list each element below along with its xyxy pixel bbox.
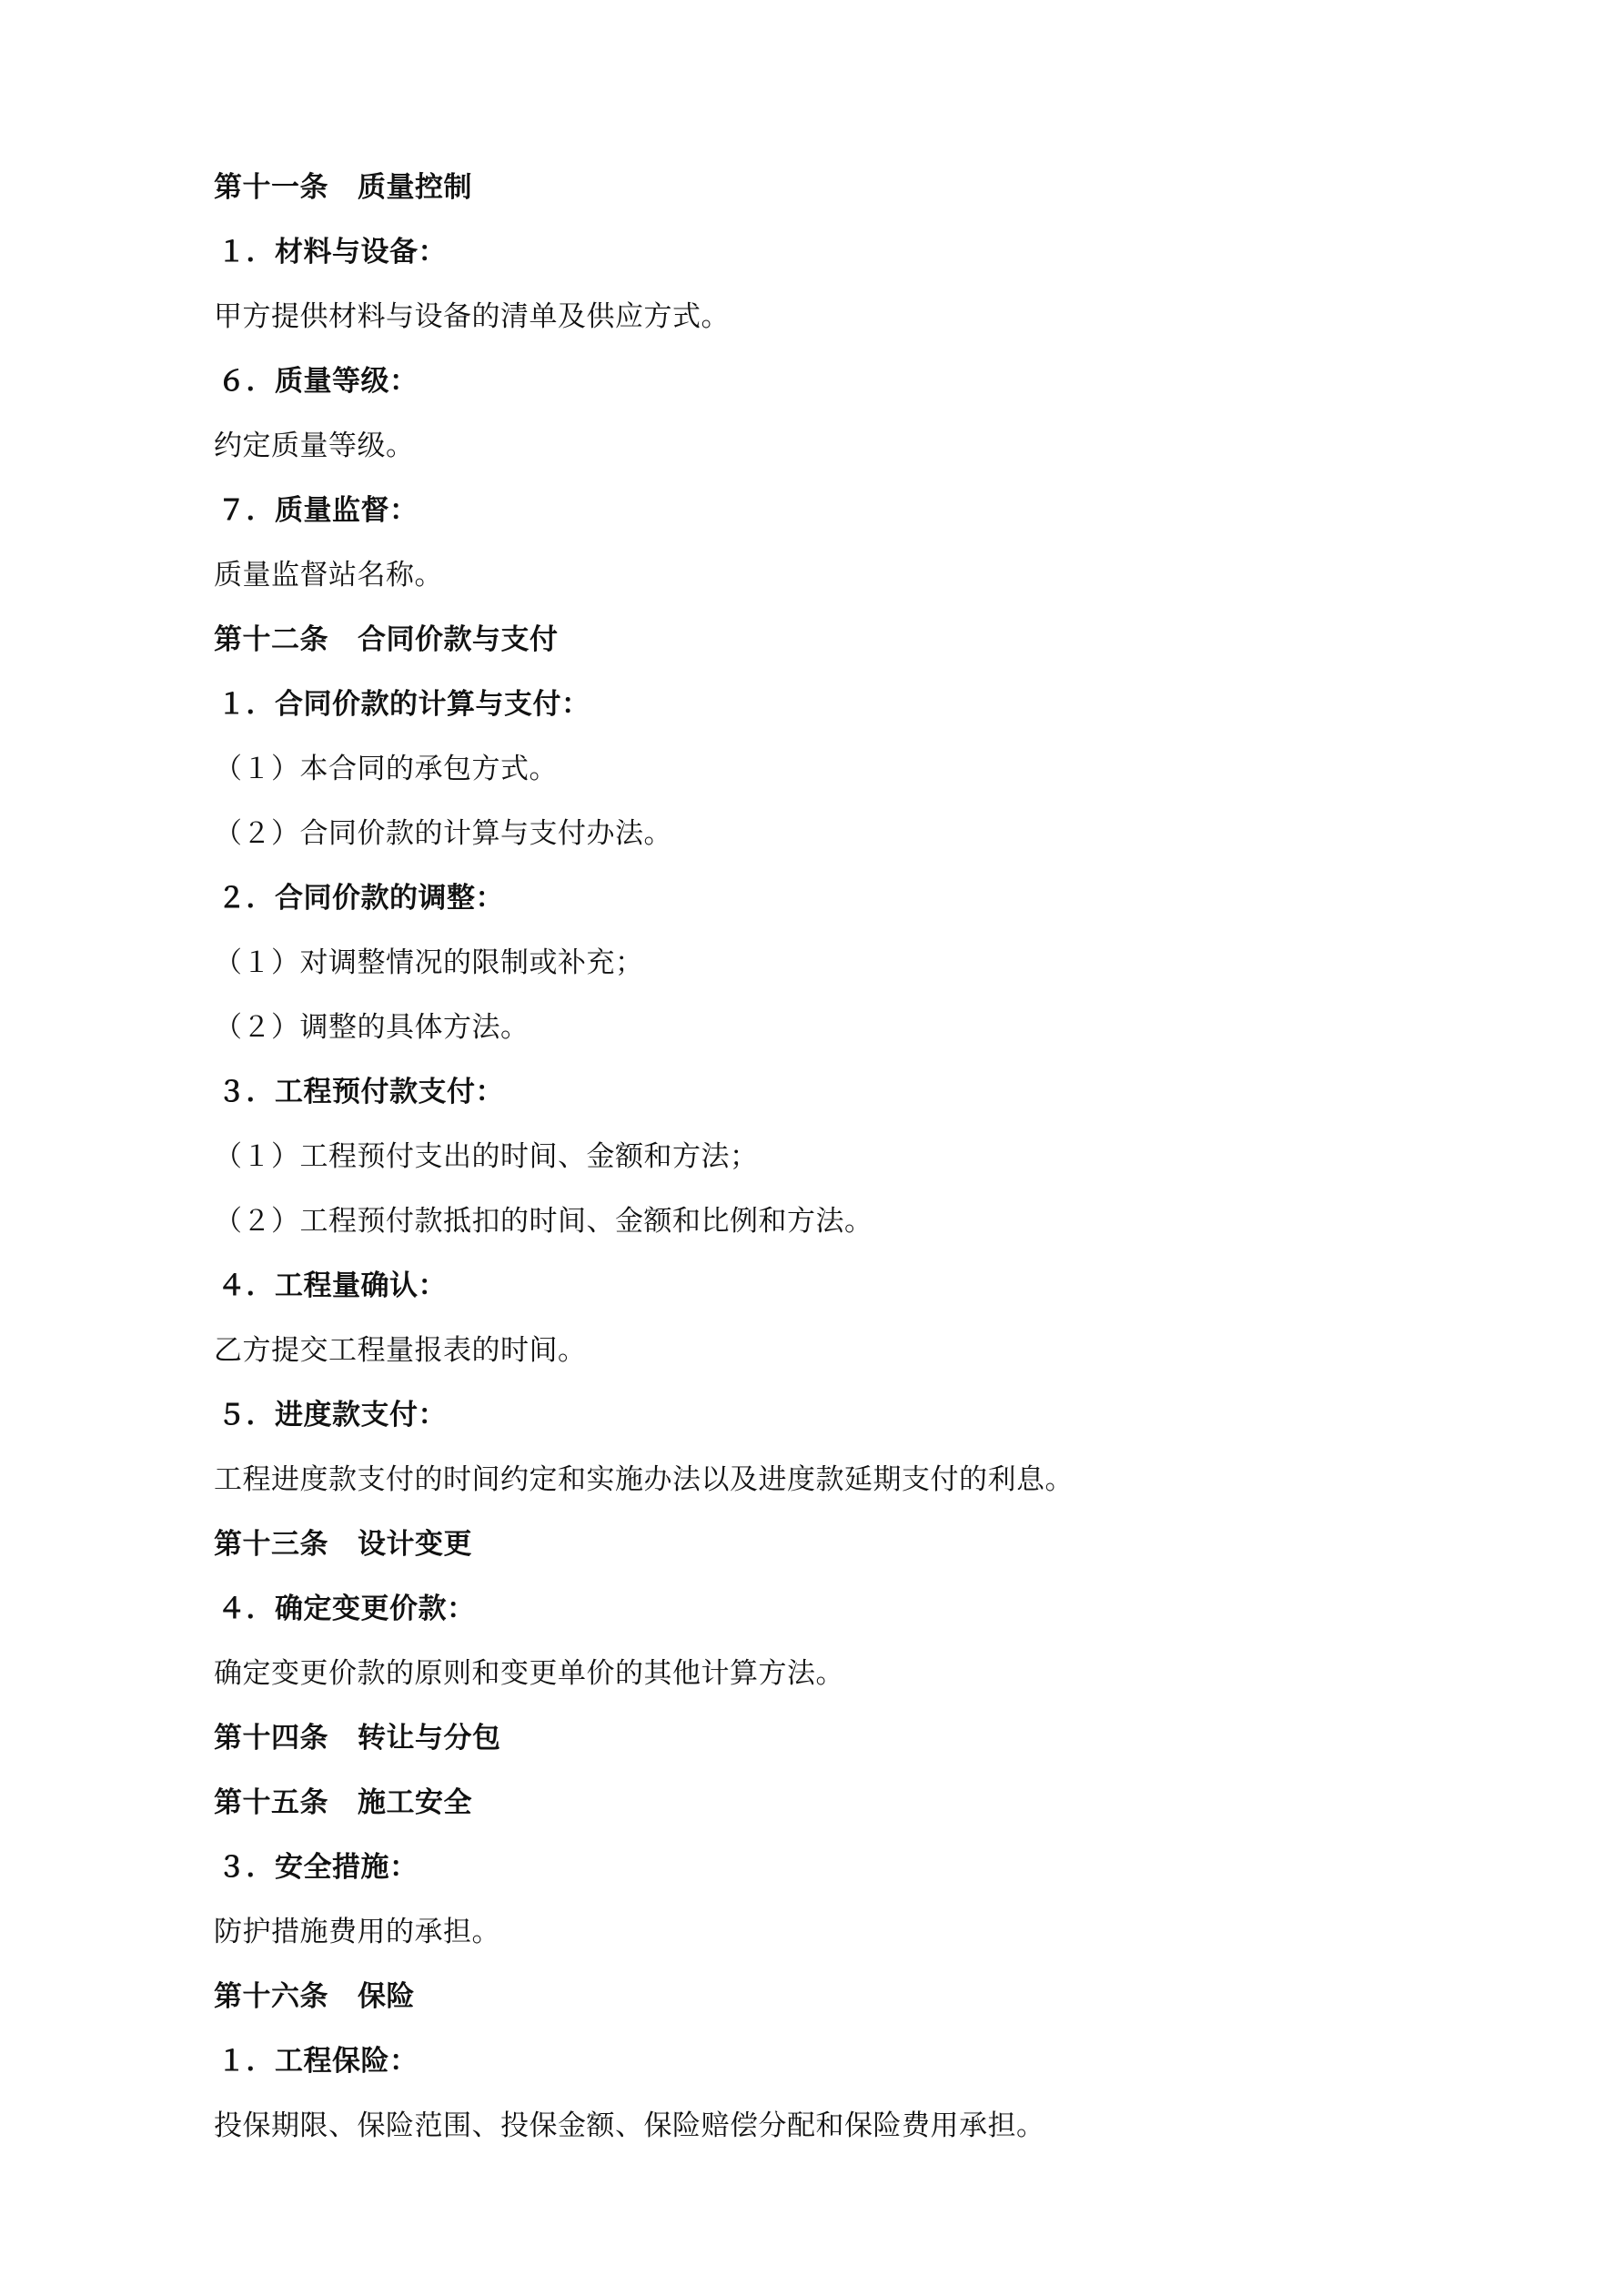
clause-text: 乙方提交工程量报表的时间。 [214,1334,587,1367]
article-heading-15 [214,1782,1415,1846]
clause-item: （２）调整的具体方法。 [214,1011,530,1044]
article-number: 第十二条 [214,623,328,656]
clause-item: （１）对调整情况的限制或补充； [214,946,644,979]
article-heading-14 [214,1717,1415,1782]
clause-item: （１）工程预付支出的时间、金额和方法； [214,1140,759,1173]
article-title: 质量控制 [358,171,472,204]
clause-item: （２）工程预付款抵扣的时间、金额和比例和方法。 [214,1205,873,1238]
article-title: 施工安全 [358,1786,472,1819]
clause-heading: １．合同价款的计算与支付： [217,688,590,721]
clause-heading: ７．质量监督： [217,494,419,527]
article-heading-16 [214,1976,1415,2040]
clause-text: 投保期限、保险范围、投保金额、保险赔偿分配和保险费用承担。 [214,2109,1045,2142]
article-number: 第十一条 [214,171,328,204]
article-title: 设计变更 [358,1528,472,1561]
clause-text: 质量监督站名称。 [214,559,443,592]
article-number: 第十四条 [214,1722,328,1755]
clause-heading: ４．工程量确认： [217,1269,447,1302]
clause-heading: １．材料与设备： [217,236,447,268]
document-page [214,167,1415,2170]
clause-text: 防护措施费用的承担。 [214,1916,500,1948]
clause-heading: ５．进度款支付： [217,1399,447,1431]
article-title: 保险 [358,1980,415,2013]
article-heading-11 [214,167,1415,231]
article-heading-13 [214,1523,1415,1588]
clause-text: 确定变更价款的原则和变更单价的其他计算方法。 [214,1657,844,1690]
clause-heading: １．工程保险： [217,2045,419,2078]
article-number: 第十三条 [214,1528,328,1561]
clause-heading: ３．安全措施： [217,1851,419,1884]
clause-text: 工程进度款支付的时间约定和实施办法以及进度款延期支付的利息。 [214,1463,1074,1496]
clause-heading: ６．质量等级： [217,365,419,398]
article-title: 转让与分包 [358,1722,501,1755]
clause-item: （２）合同价款的计算与支付办法。 [214,817,672,850]
article-number: 第十五条 [214,1786,328,1819]
article-number: 第十六条 [214,1980,328,2013]
clause-text: 约定质量等级。 [214,430,415,462]
article-title: 合同价款与支付 [358,623,559,656]
clause-heading: ２．合同价款的调整： [217,882,504,915]
clause-item: （１）本合同的承包方式。 [214,753,558,785]
article-heading-12 [214,619,1415,683]
clause-text: 甲方提供材料与设备的清单及供应方式。 [214,300,730,333]
clause-heading: ４．确定变更价款： [217,1593,476,1625]
clause-heading: ３．工程预付款支付： [217,1076,504,1108]
